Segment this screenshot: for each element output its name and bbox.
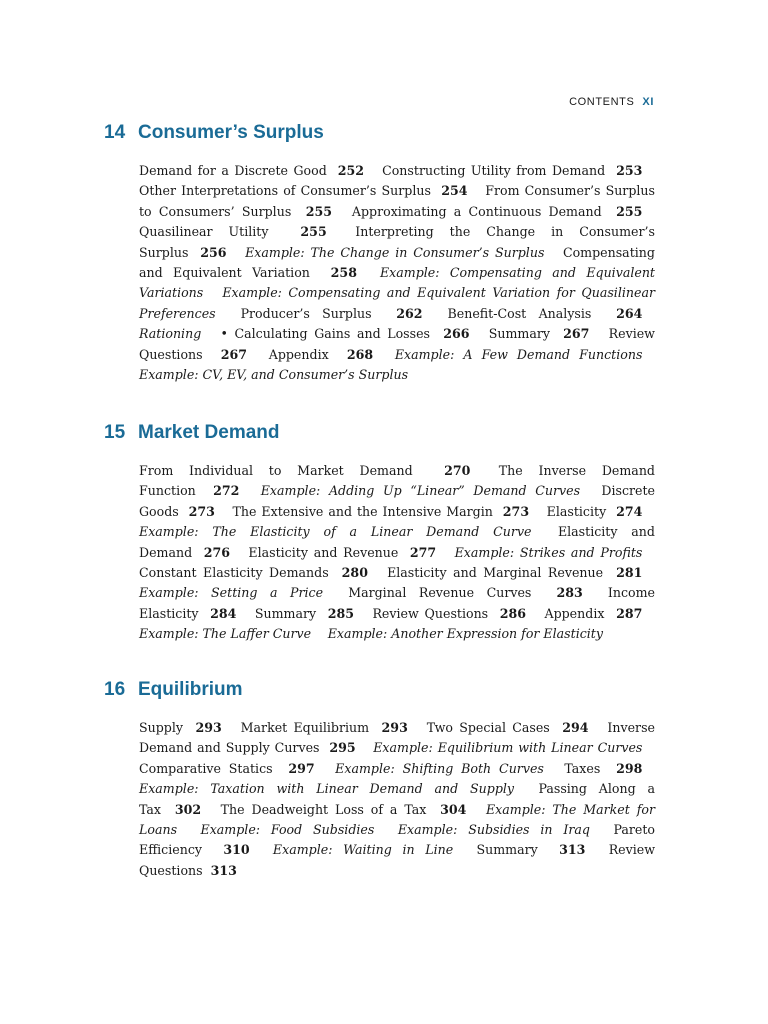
chapter-title (104, 422, 656, 444)
entry-title: Summary (476, 842, 538, 858)
entry-title: Other Interpretations of Consumer’s Surplus (139, 183, 431, 199)
chapter-number: 16 (104, 679, 126, 700)
example-entry (245, 245, 544, 260)
example-title: Example: The Change in Consumer’s Surplus (245, 244, 545, 260)
entry-title: Pareto Efficiency (139, 822, 655, 858)
chapter-name: Consumer’s Surplus (138, 122, 324, 143)
entry-title: Inverse Demand and Supply Curves (139, 720, 655, 756)
toc-entry (220, 326, 469, 341)
example-entry (455, 545, 643, 560)
example-entry (139, 626, 311, 641)
entry-title: Demand for a Discrete Good (139, 163, 327, 178)
entry-page: 262 (396, 305, 423, 321)
entry-title: Passing Along a Tax (139, 781, 655, 817)
entry-page: 272 (213, 483, 240, 499)
entry-title: Elasticity and Revenue (248, 544, 399, 560)
entry-page: 297 (288, 760, 315, 776)
example-title: Example: The Laffer Curve (139, 626, 312, 642)
entry-page: 304 (440, 801, 467, 817)
entry-title: Appendix (544, 605, 605, 621)
chapter-title (104, 122, 656, 144)
page-number: XI (642, 96, 654, 108)
example-entry (139, 367, 408, 382)
entry-page: 273 (502, 503, 530, 519)
entry-title: Review Questions (139, 842, 656, 878)
entry-page: 287 (616, 605, 643, 621)
example-entry (201, 822, 375, 837)
chapter-number: 15 (104, 422, 126, 443)
chapter-14 (104, 122, 656, 385)
example-entry (335, 761, 544, 776)
entry-title: Interpreting the Change in Consumer’s Surplus (139, 224, 655, 260)
entry-page: 313 (210, 862, 237, 878)
entry-title: Market Equilibrium (240, 720, 370, 735)
example-title: Example: Food Subsidies (200, 822, 375, 838)
example-entry (261, 483, 580, 498)
entry-title: Review Questions (372, 605, 489, 621)
entry-title: The Inverse Demand Function (139, 463, 655, 499)
entry-page: 298 (616, 760, 643, 776)
entry-title: • Calculating Gains and Losses (220, 326, 431, 342)
example-title: Example: Adding Up “Linear” Demand Curves (260, 483, 581, 499)
entry-page: 270 (444, 463, 471, 478)
example-title: Example: Waiting in Line (272, 842, 454, 858)
entry-page: 277 (409, 544, 437, 560)
entry-title: Elasticity (546, 503, 607, 519)
example-title: Example: Another Expression for Elasticity (327, 626, 603, 642)
entry-page: 286 (499, 605, 527, 621)
toc-entry (139, 163, 364, 178)
entry-page: 254 (441, 183, 468, 199)
example-entry (328, 626, 603, 641)
entry-page: 295 (329, 740, 356, 756)
entry-title: Two Special Cases (426, 720, 550, 735)
toc-entry (221, 802, 467, 817)
chapter-15 (104, 422, 656, 645)
example-title: Example: Equilibrium with Linear Curves (373, 740, 643, 756)
entry-title: Constant Elasticity Demands (139, 565, 329, 581)
toc-entry (241, 306, 423, 321)
toc-entry (382, 163, 642, 178)
entry-page: 256 (200, 244, 227, 260)
entry-page: 266 (443, 326, 470, 342)
example-entry (139, 524, 532, 539)
entry-page: 252 (337, 163, 365, 178)
entry-page: 280 (341, 565, 368, 581)
toc-entry (427, 720, 589, 735)
example-title: Example: Taxation with Linear Demand and Supply (139, 781, 515, 797)
entry-page: 255 (305, 203, 333, 219)
chapter-contents (139, 161, 655, 385)
entry-page: 302 (174, 801, 202, 817)
entry-title: Elasticity and Marginal Revenue (387, 565, 604, 581)
entry-page: 255 (300, 224, 327, 240)
toc-entry (139, 463, 470, 478)
example-title: Example: CV, EV, and Consumer’s Surplus (139, 367, 409, 383)
toc-entry (544, 606, 642, 621)
toc-entry (547, 504, 643, 519)
toc-entry (241, 720, 408, 735)
example-title: Example: Strikes and Profits (454, 544, 643, 560)
chapter-name: Equilibrium (138, 679, 243, 700)
entry-title: Compensating and Equivalent Variation (139, 244, 655, 281)
entry-page: 283 (556, 585, 583, 601)
toc-entry (352, 204, 643, 219)
chapter-contents (139, 461, 655, 645)
toc-entry (489, 326, 590, 341)
entry-title: Producer’s Surplus (240, 305, 372, 321)
example-title: Example: Compensating and Equivalent Variations (139, 265, 655, 301)
entry-title: Taxes (564, 760, 601, 776)
toc-entry (387, 565, 642, 580)
example-title: Example: A Few Demand Functions (394, 346, 643, 362)
example-entry (273, 842, 453, 857)
entry-title: Benefit-Cost Analysis (447, 305, 592, 321)
example-entry (139, 585, 323, 600)
entry-title: Appendix (268, 346, 329, 362)
entry-title: Comparative Statics (139, 760, 273, 776)
entry-page: 264 (616, 305, 643, 321)
entry-title: Quasilinear Utility (139, 224, 269, 240)
entry-page: 268 (346, 346, 374, 362)
toc-entry (564, 761, 642, 776)
example-title: Example: Compensating and Equivalent Variation for Quasilinear Preferences (139, 285, 655, 321)
toc-entry (233, 504, 530, 519)
entry-page: 274 (616, 503, 643, 519)
entry-page: 267 (563, 326, 590, 342)
toc-entry (269, 347, 373, 362)
example-title: Example: The Market for Loans (139, 801, 655, 838)
entry-page: 285 (327, 605, 355, 621)
chapter-title (104, 679, 656, 701)
entry-page: 281 (616, 565, 643, 581)
toc-entry (248, 545, 436, 560)
entry-page: 253 (616, 163, 643, 178)
example-title: Example: The Elasticity of a Linear Demand Curve (139, 524, 532, 540)
running-head (569, 96, 654, 108)
entry-title: Summary (488, 326, 550, 342)
chapter-number: 14 (104, 122, 126, 143)
entry-page: 284 (210, 605, 237, 621)
toc-entry (477, 842, 586, 857)
entry-title: The Extensive and the Intensive Margin (232, 503, 493, 519)
toc-entry (348, 585, 583, 600)
toc-entry (255, 606, 354, 621)
entry-title: Approximating a Continuous Demand (351, 203, 602, 219)
entry-title: From Consumer’s Surplus to Consumers’ Surplus (139, 183, 655, 219)
entry-page: 276 (203, 544, 231, 560)
entry-title: Income Elasticity (139, 585, 655, 621)
toc-entry (139, 224, 327, 239)
example-entry (395, 347, 643, 362)
toc-entry (448, 306, 643, 321)
entry-page: 310 (223, 842, 250, 858)
entry-title: Summary (254, 605, 317, 621)
toc-entry (372, 606, 526, 621)
entry-title: Review Questions (139, 326, 655, 362)
entry-page: 293 (381, 720, 408, 735)
toc-entry (139, 761, 315, 776)
entry-title: From Individual to Market Demand (139, 463, 413, 478)
toc-entry (139, 326, 201, 341)
example-entry (398, 822, 590, 837)
entry-page: 273 (188, 503, 215, 519)
entry-title: Supply (139, 720, 184, 735)
example-title: Example: Subsidies in Iraq (397, 822, 590, 838)
toc-entry (139, 720, 222, 735)
entry-title: Discrete Goods (139, 483, 655, 519)
entry-title: Elasticity and Demand (139, 524, 655, 560)
entry-page: 255 (616, 203, 643, 219)
entry-page: 313 (559, 842, 586, 858)
entry-title: Rationing (139, 326, 202, 342)
example-title: Example: Shifting Both Curves (335, 760, 544, 776)
entry-page: 294 (562, 720, 589, 735)
example-entry (373, 740, 642, 755)
chapter-16 (104, 679, 656, 881)
toc-entry (139, 183, 468, 198)
entry-title: Constructing Utility from Demand (382, 163, 606, 178)
entry-title: Marginal Revenue Curves (348, 585, 532, 601)
entry-page: 293 (195, 720, 222, 735)
example-title: Example: Setting a Price (139, 585, 324, 601)
chapter-contents (139, 718, 655, 881)
toc-entry (139, 565, 368, 580)
entry-title: The Deadweight Loss of a Tax (220, 801, 427, 817)
entry-page: 267 (220, 346, 248, 362)
example-entry (139, 781, 514, 796)
chapter-name: Market Demand (138, 422, 280, 443)
running-head-label: CONTENTS (569, 96, 635, 108)
entry-page: 258 (330, 265, 357, 281)
